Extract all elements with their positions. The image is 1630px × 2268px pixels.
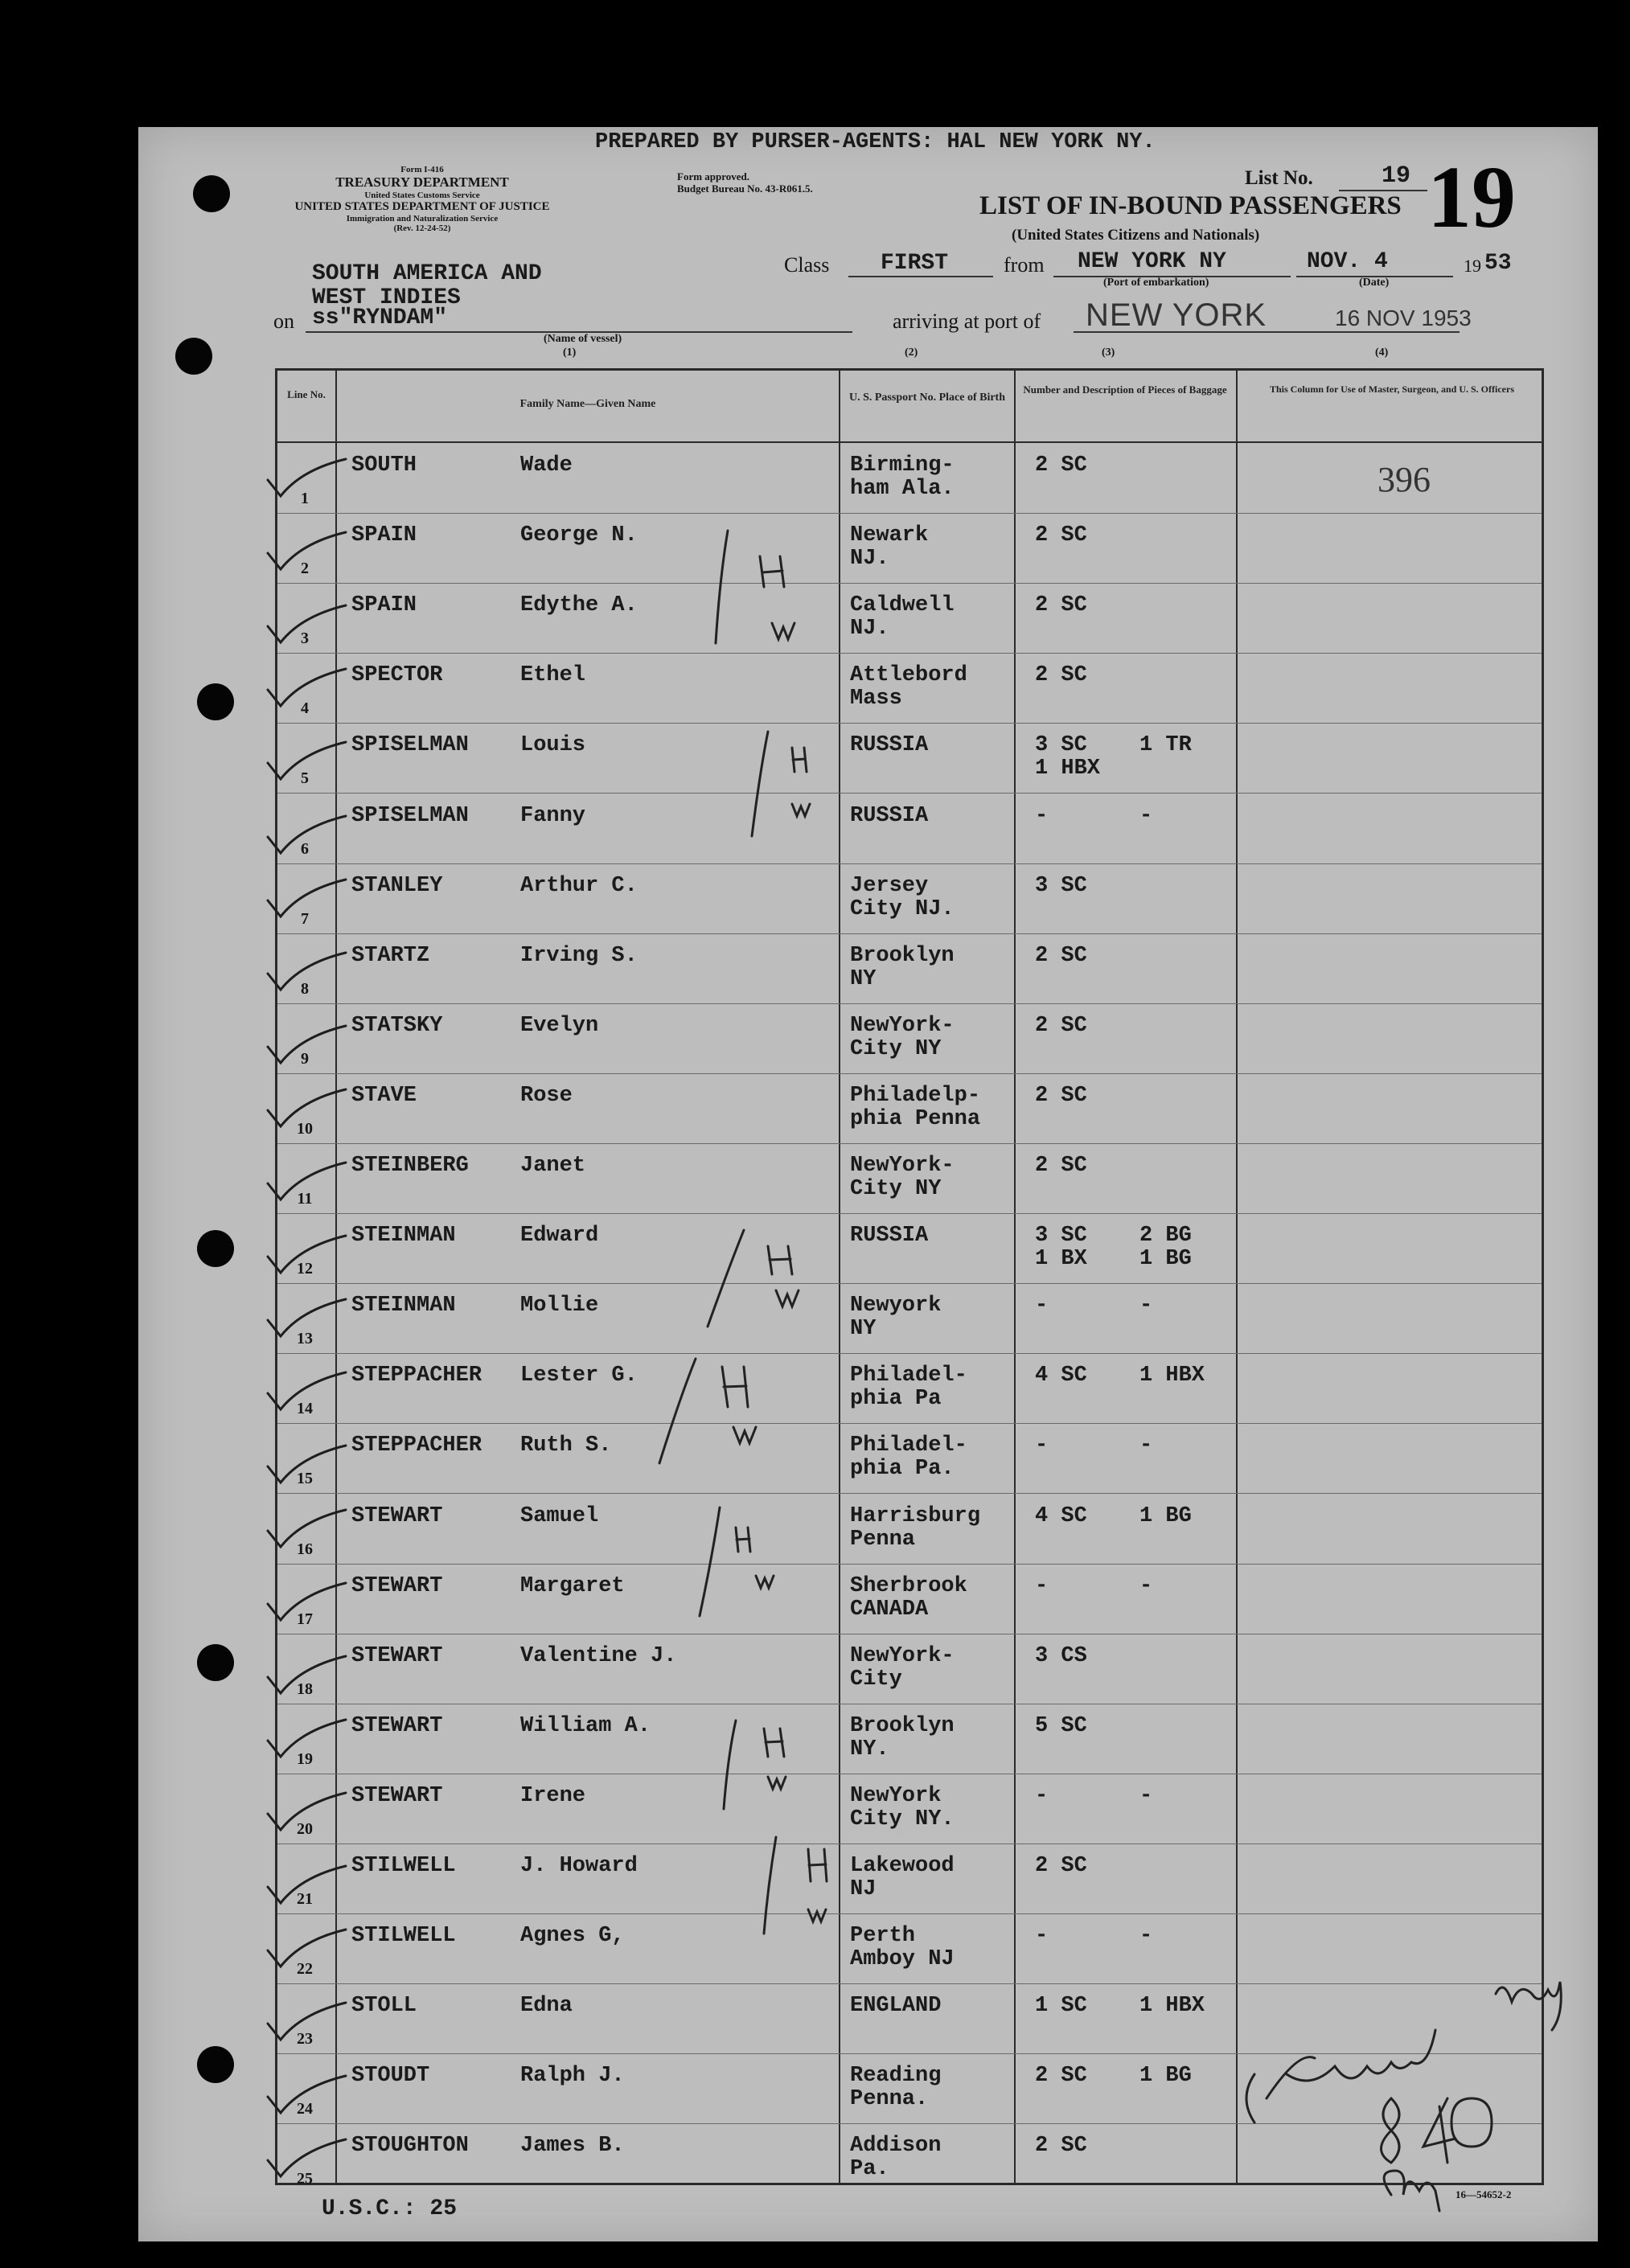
baggage-2: - xyxy=(1139,1573,1153,1598)
birthplace-line-2: NY. xyxy=(850,1737,889,1761)
line-number: 12 xyxy=(297,1260,313,1278)
col-num-1: (1) xyxy=(563,347,577,359)
line-number: 11 xyxy=(297,1190,313,1208)
col-num-2: (2) xyxy=(905,347,918,359)
birthplace-line-1: Perth xyxy=(850,1924,916,1949)
baggage-2: 1 BG xyxy=(1139,1503,1192,1528)
baggage-1: 2 SC xyxy=(1035,1854,1087,1878)
baggage-3: 1 HBX xyxy=(1035,757,1101,781)
birthplace-line-2: phia Penna xyxy=(850,1106,981,1131)
given-name: Edward xyxy=(520,1224,599,1249)
birthplace-line-1: NewYork- xyxy=(850,1643,955,1668)
birthplace-line-2: NJ. xyxy=(850,547,889,572)
port-caption: (Port of embarkation) xyxy=(1103,277,1209,289)
header-passport: U. S. Passport No. Place of Birth xyxy=(848,392,1006,404)
header-officers: This Column for Use of Master, Surgeon, and U. S. Officers xyxy=(1269,383,1514,395)
given-name: Janet xyxy=(520,1154,586,1178)
birthplace-line-1: Caldwell xyxy=(850,593,955,618)
baggage-1: 2 SC xyxy=(1035,593,1087,618)
given-name: Edythe A. xyxy=(520,593,638,618)
baggage-1: 2 SC xyxy=(1035,1154,1087,1178)
family-name: STOUDT xyxy=(351,2064,430,2089)
embarkation-date: NOV. 4 xyxy=(1307,249,1388,274)
birthplace-line-2: City NY xyxy=(850,1036,942,1061)
birthplace-line-1: Addison xyxy=(850,2134,942,2159)
given-name: Irving S. xyxy=(520,943,638,968)
baggage-1: 4 SC xyxy=(1035,1364,1087,1388)
birthplace-line-2: phia Pa. xyxy=(850,1457,955,1482)
list-no-stamp: 19 xyxy=(1427,148,1516,246)
col-num-4: (4) xyxy=(1375,347,1389,359)
date-caption: (Date) xyxy=(1359,277,1390,289)
birthplace-line-2: Amboy NJ xyxy=(850,1947,955,1972)
birthplace-line-1: Reading xyxy=(850,2064,942,2089)
birthplace-line-1: RUSSIA xyxy=(850,733,929,758)
year-printed: 19 xyxy=(1464,256,1481,276)
on-label: on xyxy=(273,310,294,333)
birthplace-line-1: NewYork xyxy=(850,1783,942,1808)
vessel-name: ss"RYNDAM" xyxy=(312,306,448,330)
baggage-1: 3 SC xyxy=(1035,733,1087,758)
birthplace-line-2: Penna. xyxy=(850,2087,929,2112)
birthplace-line-2: NY xyxy=(850,966,877,991)
birthplace-line-2: phia Pa xyxy=(850,1387,942,1412)
birthplace-line-2: Penna xyxy=(850,1527,916,1552)
vessel-caption: (Name of vessel) xyxy=(544,333,622,345)
family-name: STATSKY xyxy=(351,1013,443,1038)
line-number: 9 xyxy=(301,1049,309,1068)
baggage-2: - xyxy=(1139,1783,1153,1808)
birthplace-line-2: CANADA xyxy=(850,1597,929,1622)
given-name: Wade xyxy=(520,453,573,478)
birthplace-line-1: Sherbrook xyxy=(850,1573,967,1598)
line-number: 18 xyxy=(297,1679,313,1698)
baggage-1: - xyxy=(1035,1783,1049,1808)
line-number: 14 xyxy=(297,1400,313,1418)
baggage-1: 2 SC xyxy=(1035,1013,1087,1038)
birthplace-line-1: Philadel- xyxy=(850,1433,967,1458)
form-approved: Form approved. Budget Bureau No. 43-R061.5. xyxy=(677,170,813,195)
line-number: 7 xyxy=(301,909,309,928)
family-name: STAVE xyxy=(351,1083,417,1108)
given-name: Lester G. xyxy=(520,1364,638,1388)
baggage-1: 2 SC xyxy=(1035,1083,1087,1108)
arrival-port-stamp: NEW YORK xyxy=(1086,297,1267,333)
line-number: 1 xyxy=(301,490,309,507)
line-number: 22 xyxy=(297,1960,313,1979)
birthplace-line-1: Harrisburg xyxy=(850,1503,981,1528)
birthplace-line-1: Birming- xyxy=(850,453,955,478)
given-name: Ethel xyxy=(520,663,586,688)
class-value: FIRST xyxy=(881,251,949,276)
family-name: SOUTH xyxy=(351,453,417,478)
birthplace-line-1: ENGLAND xyxy=(850,1994,942,2019)
line-number: 20 xyxy=(297,1819,313,1838)
baggage-1: 1 SC xyxy=(1035,1994,1087,2019)
family-name: SPISELMAN xyxy=(351,733,469,758)
birthplace-line-1: Brooklyn xyxy=(850,1713,955,1738)
birthplace-line-2: City NY xyxy=(850,1177,942,1201)
baggage-4: 1 BG xyxy=(1139,1247,1192,1272)
given-name: Ruth S. xyxy=(520,1433,612,1458)
birthplace-line-2: City NY. xyxy=(850,1807,955,1831)
family-name: SPISELMAN xyxy=(351,803,469,828)
birthplace-line-1: Brooklyn xyxy=(850,943,955,968)
line-number: 24 xyxy=(297,2100,313,2118)
baggage-1: 3 SC xyxy=(1035,1224,1087,1249)
arriving-label: arriving at port of xyxy=(893,310,1041,333)
line-number: 25 xyxy=(297,2170,313,2188)
given-name: Evelyn xyxy=(520,1013,599,1038)
baggage-1: - xyxy=(1035,1294,1049,1319)
line-number: 19 xyxy=(297,1749,313,1768)
list-no-typed: 19 xyxy=(1382,162,1411,190)
route-line-2: WEST INDIES xyxy=(312,285,461,310)
baggage-2: - xyxy=(1139,1294,1153,1319)
birthplace-line-1: Jersey xyxy=(850,873,929,898)
line-number: 4 xyxy=(301,699,309,718)
line-number: 6 xyxy=(301,839,309,858)
family-name: STEWART xyxy=(351,1783,443,1808)
birthplace-line-1: Attlebord xyxy=(850,663,967,688)
birthplace-line-2: City xyxy=(850,1667,902,1692)
baggage-1: 2 SC xyxy=(1035,2064,1087,2089)
family-name: STILWELL xyxy=(351,1924,456,1949)
from-label: from xyxy=(1004,253,1045,277)
col-num-3: (3) xyxy=(1102,347,1115,359)
family-name: STEPPACHER xyxy=(351,1364,482,1388)
list-title: LIST OF IN-BOUND PASSENGERS xyxy=(979,191,1402,220)
line-number: 17 xyxy=(297,1610,313,1628)
baggage-1: 2 SC xyxy=(1035,453,1087,478)
birthplace-line-1: Philadelp- xyxy=(850,1083,981,1108)
birthplace-line-1: RUSSIA xyxy=(850,1224,929,1249)
given-name: Louis xyxy=(520,733,586,758)
class-label: Class xyxy=(784,253,830,277)
family-name: SPAIN xyxy=(351,593,417,618)
birthplace-line-2: City NJ. xyxy=(850,896,955,921)
given-name: J. Howard xyxy=(520,1854,638,1878)
list-no-label: List No. xyxy=(1245,167,1313,189)
baggage-1: 2 SC xyxy=(1035,2134,1087,2159)
given-name: Agnes G, xyxy=(520,1924,625,1949)
birthplace-line-1: Newark xyxy=(850,523,929,548)
birthplace-line-2: ham Ala. xyxy=(850,477,955,501)
header-baggage: Number and Description of Pieces of Baggage xyxy=(1023,383,1227,396)
form-code: 16—54652-2 xyxy=(1456,2188,1512,2200)
baggage-2: 2 BG xyxy=(1139,1224,1192,1249)
header-name: Family Name—Given Name xyxy=(519,398,656,410)
baggage-2: 1 BG xyxy=(1139,2064,1192,2089)
family-name: STILWELL xyxy=(351,1854,456,1878)
line-number: 10 xyxy=(297,1119,313,1138)
route-line-1: SOUTH AMERICA AND xyxy=(312,261,542,286)
line-number: 13 xyxy=(297,1330,313,1348)
given-name: Margaret xyxy=(520,1573,625,1598)
baggage-1: 5 SC xyxy=(1035,1713,1087,1738)
family-name: STEINMAN xyxy=(351,1294,456,1319)
given-name: George N. xyxy=(520,523,638,548)
usc-count: U.S.C.: 25 xyxy=(322,2196,458,2221)
line-number: 23 xyxy=(297,2030,313,2049)
port-of-embarkation: NEW YORK NY xyxy=(1078,249,1226,274)
baggage-1: - xyxy=(1035,1573,1049,1598)
birthplace-line-1: Newyork xyxy=(850,1294,942,1319)
birthplace-line-2: NY xyxy=(850,1317,877,1342)
birthplace-line-1: RUSSIA xyxy=(850,803,929,828)
given-name: Mollie xyxy=(520,1294,599,1319)
birthplace-line-2: NJ. xyxy=(850,617,889,642)
baggage-2: 1 HBX xyxy=(1139,1994,1205,2019)
given-name: Fanny xyxy=(520,803,586,828)
birthplace-line-2: Pa. xyxy=(850,2157,889,2182)
family-name: STEINBERG xyxy=(351,1154,469,1178)
year-typed: 53 xyxy=(1484,251,1512,276)
family-name: STANLEY xyxy=(351,873,443,898)
family-name: STEWART xyxy=(351,1713,443,1738)
officer-annotation: 396 xyxy=(1377,460,1431,499)
family-name: STEWART xyxy=(351,1643,443,1668)
prepared-by-line: PREPARED BY PURSER-AGENTS: HAL NEW YORK NY. xyxy=(595,130,1156,154)
given-name: Ralph J. xyxy=(520,2064,625,2089)
baggage-1: 3 SC xyxy=(1035,873,1087,898)
given-name: Rose xyxy=(520,1083,573,1108)
arrival-date-stamp: 16 NOV 1953 xyxy=(1335,306,1472,330)
birthplace-line-2: Mass xyxy=(850,687,902,712)
given-name: Irene xyxy=(520,1783,586,1808)
family-name: STARTZ xyxy=(351,943,430,968)
baggage-1: - xyxy=(1035,803,1049,828)
line-number: 3 xyxy=(301,630,309,648)
given-name: James B. xyxy=(520,2134,625,2159)
baggage-1: 2 SC xyxy=(1035,523,1087,548)
baggage-1: 2 SC xyxy=(1035,663,1087,688)
family-name: STEPPACHER xyxy=(351,1433,482,1458)
baggage-2: 1 TR xyxy=(1139,733,1192,758)
line-number: 15 xyxy=(297,1470,313,1488)
family-name: STOUGHTON xyxy=(351,2134,469,2159)
birthplace-line-1: Philadel- xyxy=(850,1364,967,1388)
baggage-1: 4 SC xyxy=(1035,1503,1087,1528)
baggage-2: - xyxy=(1139,1924,1153,1949)
family-name: STEINMAN xyxy=(351,1224,456,1249)
baggage-3: 1 BX xyxy=(1035,1247,1087,1272)
line-number: 8 xyxy=(301,979,309,998)
list-subtitle: (United States Citizens and Nationals) xyxy=(1012,227,1260,244)
header-line-no: Line No. xyxy=(287,388,326,400)
baggage-2: - xyxy=(1139,1433,1153,1458)
line-number: 2 xyxy=(301,560,309,578)
baggage-2: 1 HBX xyxy=(1139,1364,1205,1388)
family-name: STEWART xyxy=(351,1503,443,1528)
given-name: Samuel xyxy=(520,1503,599,1528)
birthplace-line-1: NewYork- xyxy=(850,1154,955,1178)
baggage-1: - xyxy=(1035,1924,1049,1949)
baggage-1: 3 CS xyxy=(1035,1643,1087,1668)
given-name: Edna xyxy=(520,1994,573,2019)
form-identification: Form I-416 TREASURY DEPARTMENT United States Customs Service UNITED STATES DEPARTMENT OF JUSTICE Immigration and Naturalization Service (Rev. 12-24-52) xyxy=(294,165,550,233)
family-name: STOLL xyxy=(351,1994,417,2019)
family-name: SPAIN xyxy=(351,523,417,548)
given-name: Valentine J. xyxy=(520,1643,677,1668)
baggage-2: - xyxy=(1139,803,1153,828)
given-name: Arthur C. xyxy=(520,873,638,898)
family-name: STEWART xyxy=(351,1573,443,1598)
line-number: 5 xyxy=(301,769,309,788)
birthplace-line-1: NewYork- xyxy=(850,1013,955,1038)
baggage-1: - xyxy=(1035,1433,1049,1458)
baggage-1: 2 SC xyxy=(1035,943,1087,968)
given-name: William A. xyxy=(520,1713,651,1738)
birthplace-line-2: NJ xyxy=(850,1877,877,1901)
line-number: 16 xyxy=(297,1540,313,1558)
line-number: 21 xyxy=(297,1890,313,1908)
birthplace-line-1: Lakewood xyxy=(850,1854,955,1878)
family-name: SPECTOR xyxy=(351,663,443,688)
